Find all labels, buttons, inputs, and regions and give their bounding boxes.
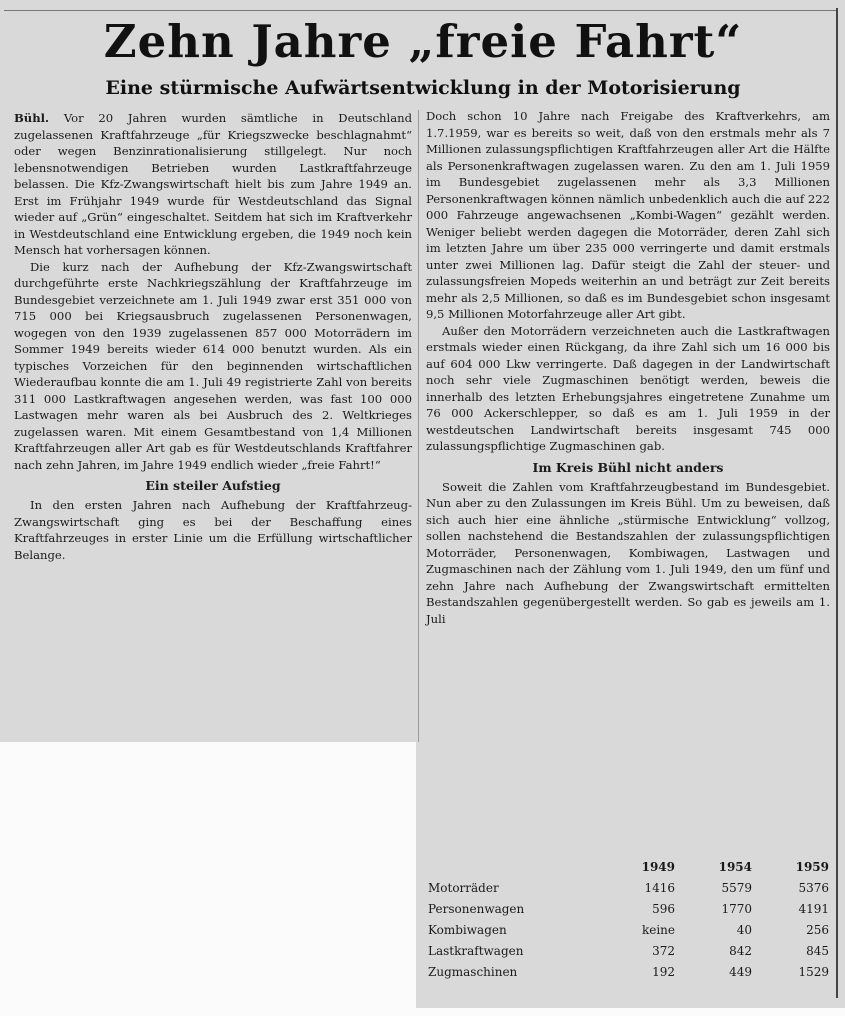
right-paragraph-3: Soweit die Zahlen vom Kraftfahrzeugbestand im Bundesgebiet. Nun aber zu den Zulassungen im Kreis Bühl. Um zu beweisen, daß sich auch hier eine ähnliche „stürmische Entwicklung“ vollzog, sollen nachstehend die Bestandszahlen der zulassungspflichtigen Motorräder, Personenwagen, Kombiwagen, Lastwagen und Zugmaschinen nach der Zählung vom 1. Juli 1949, den um fünf und zehn Jahre nach Aufhebung der Zwangswirtschaft ermittelten Bestandszahlen gegenübergestellt werden. So gab es jeweils am 1. Juli [426, 479, 830, 626]
dateline: Bühl. [14, 111, 50, 125]
table-header-1954: 1954 [718, 859, 752, 874]
cell-1959: 1529 [798, 964, 829, 979]
section-heading-im-kreis-buehl: Im Kreis Bühl nicht anders [532, 459, 724, 475]
table-row [428, 940, 830, 961]
cell-1954: 449 [729, 964, 752, 979]
cell-1949: 192 [652, 964, 675, 979]
row-label: Zugmaschinen [428, 964, 518, 979]
cell-1954: 5579 [721, 880, 752, 895]
cell-1954: 40 [736, 922, 752, 937]
right-paragraph-1: Doch schon 10 Jahre nach Freigabe des Kraftverkehrs, am 1.7.1959, war es bereits so weit, daß von den erstmals mehr als 7 Millionen zulassungspflichtigen Kraftfahrzeugen aller Art die Hälfte als Personenkraftwagen zugelassen waren. Zu den am 1. Juli 1959 im Bundesgebiet zugelassenen mehr als 3,3 Millionen Personenkraftwagen können nämlich unbedenklich auch die auf 222 000 Fahrzeuge angewachsenen „Kombi-Wagen“ gezählt werden. Weniger beliebt werden dagegen die Motorräder, deren Zahl sich im letzten Jahre um über 235 000 verringerte und damit erstmals unter zwei Millionen lag. Dafür steigt die Zahl der steuer- und zulassungsfreien Mopeds weiterhin an und beträgt zur Zeit bereits mehr als 2,5 Millionen, so daß es im Bundesgebiet schon insgesamt 9,5 Millionen Motorfahrzeuge aller Art gibt. [426, 109, 830, 321]
blank-bottom-strip [0, 1008, 845, 1016]
table-header-1959: 1959 [795, 859, 829, 874]
table-row [428, 919, 830, 940]
table-row [428, 961, 830, 982]
top-rule [4, 10, 836, 11]
paragraph-1 [14, 110, 412, 259]
blank-area [0, 742, 416, 1016]
table-header-row [428, 856, 830, 877]
subheadline: Eine stürmische Aufwärtsentwicklung in der Motorisierung [105, 77, 741, 99]
row-label: Kombiwagen [428, 922, 507, 937]
paragraph-2: Die kurz nach der Aufhebung der Kfz-Zwangswirtschaft durchgeführte erste Nachkriegszählung der Kraftfahrzeuge im Bundesgebiet verzeichnete am 1. Juli 1949 zwar erst 351 000 von 715 000 bei Kriegsausbruch zugelassenen Personenwagen, wogegen von den 1939 zugelassenen 857 000 Motorrädern im Sommer 1949 bereits wieder 614 000 benutzt wurden. Als ein typisches Vorzeichen für den beginnenden wirtschaftlichen Wiederaufbau konnte die am 1. Juli 49 registrierte Zahl von bereits 311 000 Lastkraftwagen angesehen werden, was fast 100 000 Lastwagen mehr waren als bei Ausbruch des 2. Weltkrieges zugelassen waren. Mit einem Gesamtbestand von 1,4 Millionen Kraftfahrzeugen aller Art gab es für Westdeutschlands Kraftfahrer nach zehn Jahren, im Jahre 1949 endlich wieder „freie Fahrt!“ [14, 259, 412, 472]
cell-1949: 596 [652, 901, 675, 916]
cell-1959: 5376 [798, 880, 829, 895]
cell-1959: 4191 [798, 901, 829, 916]
table-row [428, 898, 830, 919]
row-label: Personenwagen [428, 901, 525, 916]
page-edge-line [836, 8, 838, 998]
right-column [426, 108, 830, 627]
row-label: Lastkraftwagen [428, 943, 524, 958]
table-row [428, 877, 830, 898]
cell-1954: 1770 [721, 901, 752, 916]
statistics-table [428, 856, 830, 982]
cell-1954: 842 [729, 943, 752, 958]
cell-1959: 256 [806, 922, 829, 937]
row-label: Motorräder [428, 880, 499, 895]
cell-1949: 372 [652, 943, 675, 958]
table-header-1949: 1949 [641, 859, 675, 874]
right-paragraph-2: Außer den Motorrädern verzeichneten auch die Lastkraftwagen erstmals wieder einen Rückgang, da ihre Zahl sich um 16 000 bis auf 604 000 Lkw verringerte. Daß dagegen in der Landwirtschaft noch sehr viele Zugmaschinen benötigt werden, beweis die innerhalb des letzten Erhebungsjahres eingetretene Zunahme um 76 000 Ackerschlepper, so daß es am 1. Juli 1959 in der westdeutschen Landwirtschaft bereits insgesamt 745 000 zulassungspflichtige Zugmaschinen gab. [426, 323, 830, 453]
paragraph-3: In den ersten Jahren nach Aufhebung der Kraftfahrzeug-Zwangswirtschaft ging es bei der Beschaffung eines Kraftfahrzeuges in erster Linie um die Erfüllung wirtschaftlicher Belange. [14, 498, 412, 562]
column-divider [418, 110, 419, 742]
cell-1949: keine [641, 922, 675, 937]
paragraph-1-text: Vor 20 Jahren wurden sämtliche in Deutschland zugelassenen Kraftfahrzeuge „für Kriegszwecke beschlagnahmt“ oder wegen Benzinrationalisierung stillgelegt. Nur noch lebensnotwendigen Betrieben wurden Lastkraftfahrzeuge belassen. Die Kfz-Zwangswirtschaft hielt bis zum Jahre 1949 an. Erst im Frühjahr 1949 wurde für Westdeutschland das Signal wieder auf „Grün“ eingeschaltet. Seitdem hat sich im Kraftverkehr in Westdeutschland eine Entwicklung ergeben, die 1949 noch kein Mensch hat vorhersagen können. [14, 111, 412, 257]
cell-1959: 845 [806, 943, 829, 958]
cell-1949: 1416 [644, 880, 675, 895]
headline: Zehn Jahre „freie Fahrt“ [103, 15, 743, 68]
left-column [14, 110, 412, 563]
section-heading-ein-steiler-aufstieg: Ein steiler Aufstieg [145, 478, 281, 493]
